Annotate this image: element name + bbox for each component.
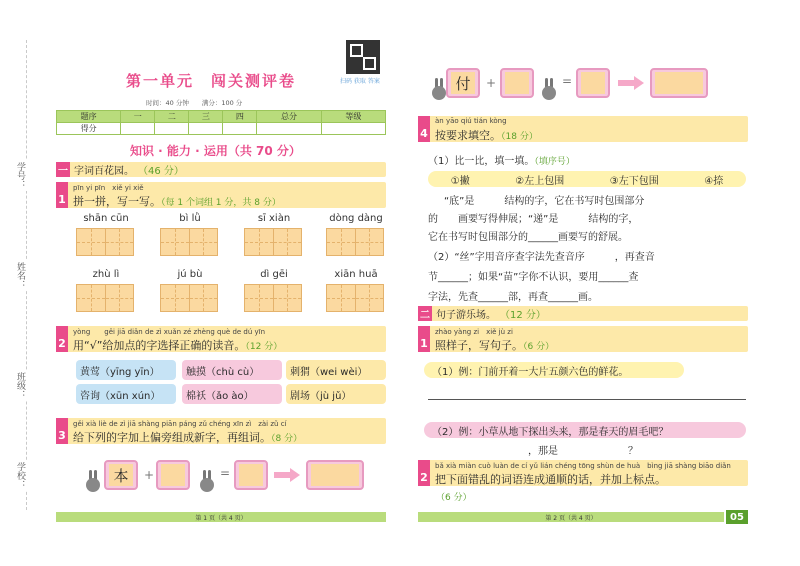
school-label: 学校： (15, 462, 25, 489)
writing-grid[interactable] (160, 228, 218, 256)
qr-caption: 扫码 获取 答案 (340, 78, 380, 85)
base-character-tile: 本 (104, 460, 138, 490)
plus-icon: + (144, 468, 155, 482)
q-pinyin: àn yāo qiú tián kòng (435, 117, 507, 125)
q-pinyin: yòng gěi jiā diǎn de zì xuǎn zé zhèng què de dú yīn (73, 328, 266, 336)
score-cell[interactable] (121, 123, 155, 135)
q-pinyin: zhào yàng zi xiě jù zi (435, 328, 513, 336)
choice-option: ④捺 (704, 175, 724, 187)
fill-blank-line[interactable]: 字法，先查______部，再查______画。 (428, 292, 598, 303)
choice-option: ③左下包围 (609, 175, 659, 187)
pinyin-prompt: zhù lì (92, 269, 120, 280)
q-number: 3 (56, 418, 68, 444)
rabbit-icon (540, 78, 558, 100)
new-character-tile[interactable] (234, 460, 268, 490)
q-pinyin: gěi xià liè de zì jiā shàng piān páng zǔ chéng xīn zì zài zǔ cí (73, 420, 287, 428)
example-sentence: （2）例：小草从地下探出头来，那是春天的眉毛吧？ (424, 422, 746, 438)
equals-icon: = (220, 466, 231, 480)
part1-points: （46 分） (138, 166, 184, 177)
plus-icon: + (486, 76, 497, 90)
student-name-label: 姓名： (15, 262, 25, 289)
writing-grid[interactable] (244, 228, 302, 256)
part2-bar (418, 306, 748, 321)
q-number: 1 (418, 326, 430, 352)
q-text: 按要求填空。（18 分） (435, 129, 538, 142)
score-header: 三 (189, 111, 223, 123)
word-tile[interactable] (306, 460, 364, 490)
part1-q2-bar (56, 326, 386, 352)
new-character-tile[interactable] (576, 68, 610, 98)
q-pinyin: pīn yi pīn xiě yi xiě (73, 184, 144, 192)
part1-title: 字词百花园。 (74, 166, 134, 177)
rabbit-icon (84, 470, 102, 492)
part2-q2-bar (418, 460, 748, 486)
writing-grid[interactable] (76, 284, 134, 312)
radical-tile[interactable] (156, 460, 190, 490)
score-header: 二 (155, 111, 189, 123)
time-info: 时间：40 分钟 满分：100 分 (146, 99, 243, 107)
part1-badge: 一 (56, 162, 70, 177)
part2-badge: 二 (418, 306, 432, 321)
score-header: 四 (223, 111, 257, 123)
pinyin-prompt: xiān huā (334, 269, 378, 280)
right-page (418, 40, 748, 530)
base-character-tile: 付 (446, 68, 480, 98)
answer-line[interactable] (428, 386, 746, 400)
choice-option: ②左上包围 (515, 175, 565, 187)
score-cell[interactable] (223, 123, 257, 135)
q-number: 1 (56, 182, 68, 208)
fill-blank-line[interactable]: 它在书写时包围部分的______画要写的舒展。 (428, 232, 628, 243)
writing-grid[interactable] (326, 228, 384, 256)
part2-title: 句子游乐场。 (436, 310, 496, 321)
pinyin-prompt: shān cūn (83, 213, 129, 224)
page-number: 05 (726, 510, 748, 524)
pinyin-prompt: dì gēi (260, 269, 288, 280)
arrow-right-icon (274, 468, 300, 482)
left-page (56, 40, 386, 530)
score-header: 总分 (257, 111, 321, 123)
fill-blank-line[interactable]: （2）“丝”字用音序查字法先查音序 ，再查音 (428, 252, 655, 263)
pronunciation-choice[interactable]: 棉袄（ǎo ào） (182, 384, 282, 404)
class-label: 班级： (15, 372, 25, 399)
rabbit-icon (198, 470, 216, 492)
q-number: 2 (418, 460, 430, 486)
writing-grid[interactable] (244, 284, 302, 312)
score-table (56, 110, 386, 135)
pinyin-prompt: sī xiàn (257, 213, 291, 224)
writing-grid[interactable] (76, 228, 134, 256)
part1-bar (56, 162, 386, 177)
pronunciation-choice[interactable]: 咨询（xūn xún） (76, 384, 176, 404)
binding-margin (14, 40, 40, 510)
section-heading: 知识 · 能力 · 运用（共 70 分） (130, 144, 301, 158)
pronunciation-choice[interactable]: 剧场（jù jǔ） (286, 384, 386, 404)
pinyin-prompt: bì lǜ (179, 213, 201, 224)
part1-q4-bar (418, 116, 748, 142)
pinyin-prompt: jú bù (177, 269, 203, 280)
score-header: 题序 (57, 111, 121, 123)
choice-row (428, 171, 746, 187)
fill-blank-line[interactable]: “底”是 结构的字，它在书写时包围部分 (444, 196, 645, 207)
q-number: 4 (418, 116, 430, 142)
answer-line[interactable]: ，那是 ？ (528, 446, 638, 457)
arrow-right-icon (618, 76, 644, 90)
qr-code-icon[interactable] (346, 40, 380, 74)
score-header: 等级 (321, 111, 385, 123)
rabbit-icon (430, 78, 448, 100)
equals-icon: = (562, 74, 573, 88)
score-cell[interactable] (189, 123, 223, 135)
score-row-label: 得分 (57, 123, 121, 135)
q-text: 照样子，写句子。（6 分） (435, 339, 555, 352)
word-tile[interactable] (650, 68, 708, 98)
example-sentence: （1）例：门前开着一大片五颜六色的鲜花。 (424, 362, 684, 378)
fill-blank-line[interactable]: 节______；如果“苗”字你不认识，要用______查 (428, 272, 639, 283)
footer-bar: 第 1 页（共 4 页） (56, 512, 386, 522)
writing-grid[interactable] (326, 284, 384, 312)
score-cell[interactable] (257, 123, 321, 135)
fill-blank-line[interactable]: 的 画要写得伸展；“递”是 结构的字， (428, 214, 639, 225)
choice-option: ①撇 (450, 175, 470, 187)
pronunciation-choice[interactable]: 黄莺（yīng yīn） (76, 360, 176, 380)
page-title: 第一单元 闯关测评卷 (126, 72, 297, 90)
pronunciation-choice[interactable]: 刺猬（wei wèi） (286, 360, 386, 380)
part2-points: （12 分） (500, 310, 546, 321)
sub-question: （1）比一比，填一填。（填序号） (428, 156, 575, 167)
score-cell[interactable] (321, 123, 385, 135)
q-pinyin: bǎ xià miàn cuò luàn de cí yǔ lián chéng tōng shùn de huà bìng jiā shàng biāo diǎn (435, 462, 731, 470)
score-header: 一 (121, 111, 155, 123)
pinyin-prompt: dòng dàng (329, 213, 383, 224)
q-text: 给下列的字加上偏旁组成新字，再组词。（8 分） (73, 431, 303, 444)
part1-q1-bar (56, 182, 386, 208)
q-text: 把下面错乱的词语连成通顺的话，并加上标点。 (435, 473, 666, 486)
q-points: （6 分） (436, 493, 472, 503)
score-cell[interactable] (155, 123, 189, 135)
q-text: 拼一拼，写一写。（每 1 个词组 1 分，共 8 分） (73, 195, 281, 208)
q-text: 用“√”给加点的字选择正确的读音。（12 分） (73, 339, 283, 352)
student-number-label: 学号： (15, 162, 25, 189)
footer-bar: 第 2 页（共 4 页） (418, 512, 724, 522)
q-number: 2 (56, 326, 68, 352)
part2-q1-bar (418, 326, 748, 352)
radical-tile[interactable] (500, 68, 534, 98)
part1-q3-bar (56, 418, 386, 444)
pronunciation-choice[interactable]: 触摸（chù cù） (182, 360, 282, 380)
writing-grid[interactable] (160, 284, 218, 312)
